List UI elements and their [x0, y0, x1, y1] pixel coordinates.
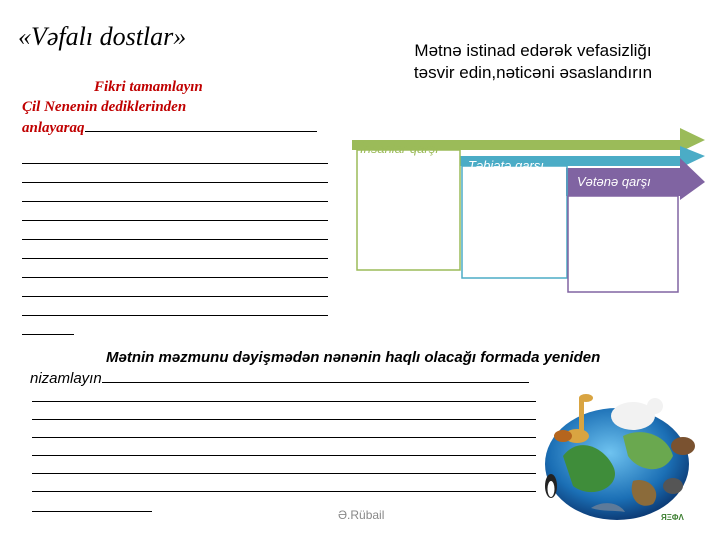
box-insanlar — [357, 150, 460, 270]
box-vetene — [568, 196, 678, 292]
box-tebiete — [462, 166, 567, 278]
rewrite-task-line-2-text: nizamlayın — [30, 370, 102, 387]
answer-line-short[interactable] — [32, 511, 152, 512]
answer-blank[interactable] — [85, 117, 317, 132]
category-label-vetene: Vətənə qarşı — [577, 174, 651, 189]
svg-text:ЯΞΦΛ: ЯΞΦΛ — [661, 513, 684, 522]
answer-line[interactable] — [22, 201, 328, 202]
page-title: «Vəfalı dostlar» — [18, 22, 187, 51]
answer-line[interactable] — [32, 491, 536, 492]
answer-line-short[interactable] — [22, 334, 74, 335]
answer-line[interactable] — [32, 437, 536, 438]
answer-line[interactable] — [22, 296, 328, 297]
category-label-tebiete: Təbiətə qarşı — [468, 158, 544, 173]
author-name: Ə.Rübail — [338, 508, 385, 522]
answer-line[interactable] — [22, 220, 328, 221]
complete-thought-task — [22, 77, 322, 138]
rewrite-task-line-1: Mətnin məzmunu dəyişmədən nənənin haqlı olacağı formada yeniden — [106, 349, 601, 366]
answer-line[interactable] — [22, 258, 328, 259]
answer-line[interactable] — [22, 163, 328, 164]
answer-line[interactable] — [22, 182, 328, 183]
task-line-3-text: anlayaraq — [22, 120, 85, 136]
globe-animals-image — [533, 376, 701, 524]
answer-line[interactable] — [22, 277, 328, 278]
task-heading: Fikri tamamlayın — [94, 79, 203, 95]
answer-line[interactable] — [32, 419, 536, 420]
category-label-insanlar: İnsanlar qarşı — [360, 141, 439, 156]
answer-line[interactable] — [22, 239, 328, 240]
task-instruction-top: Mətnə istinad edərək vefasizliğı təsvir edin,nəticəni əsaslandırın — [413, 41, 653, 82]
answer-line[interactable] — [32, 401, 536, 402]
task-line-3 — [22, 117, 322, 138]
task-line-2: Çil Nenenin dediklerinden — [22, 99, 187, 115]
answer-line[interactable] — [32, 473, 536, 474]
answer-blank[interactable] — [102, 368, 529, 383]
answer-line[interactable] — [22, 315, 328, 316]
answer-line[interactable] — [32, 455, 536, 456]
